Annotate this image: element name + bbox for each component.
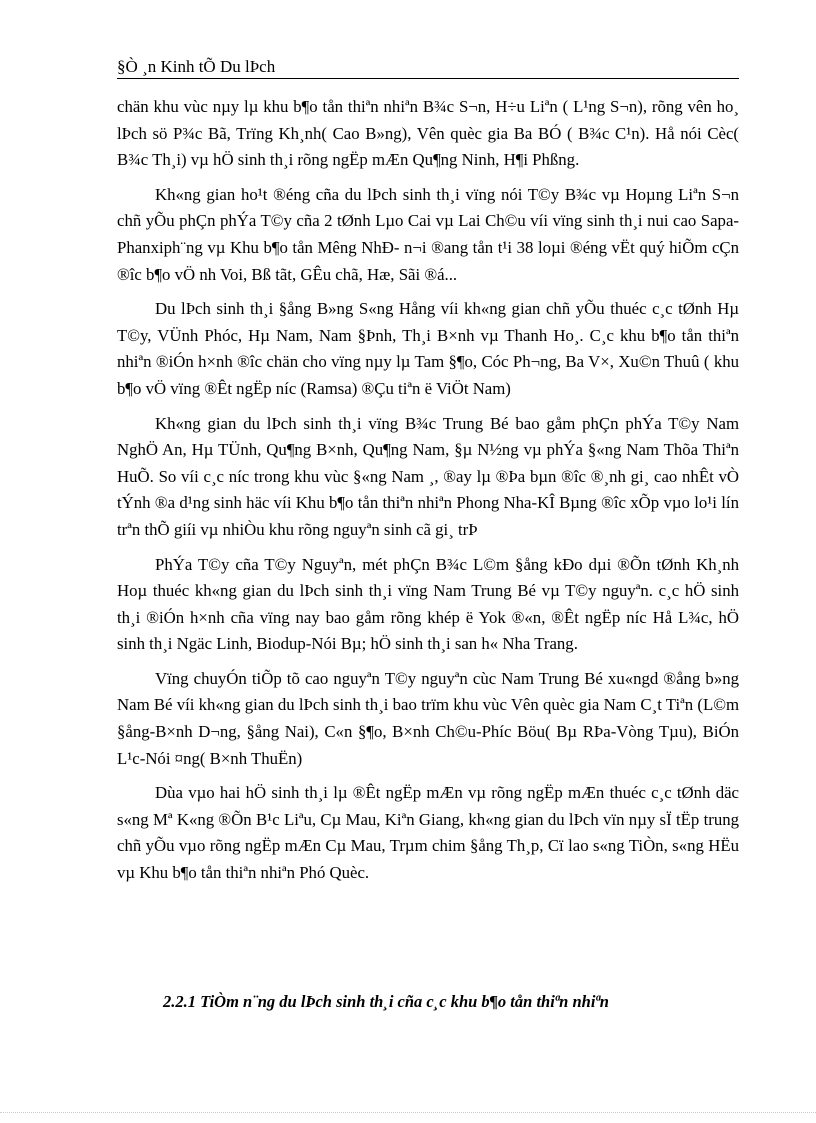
header-rule bbox=[117, 78, 739, 79]
paragraph-3: Du lÞch sinh th¸i §ång B»ng S«ng Hång víi kh«ng gian chñ yÕu thuéc c¸c tØnh Hµ T©y, VÜnh Phóc, Hµ Nam, Nam §Þnh, Th¸i B×nh vµ Thanh Ho¸. C¸c khu b¶o tån thiªn nhiªn ®iÓn h×nh ®îc chän cho vïng nµy lµ Tam §¶o, Cóc Ph¬ng, Ba V×, Xu©n Thuû ( khu b¶o vÖ vïng ®Êt ngËp níc (Ramsa) ®Çu tiªn ë ViÖt Nam) bbox=[117, 299, 739, 398]
paragraph-1: chän khu vùc nµy lµ khu b¶o tån thiªn nhiªn B¾c S¬n, H÷u Liªn ( L¹ng S¬n), rõng vên ho¸ lÞch sö P¾c Bã, Trïng Kh¸nh( Cao B»ng), Vên quèc gia Ba BÓ ( B¾c C¹n). Hå nói Cèc( B¾c Th¸i) vµ hÖ sinh th¸i rõng ngËp mÆn Qu¶ng Ninh, H¶i Phßng. bbox=[117, 97, 739, 170]
page-header: §Ò ¸n Kinh tÕ Du lÞch bbox=[117, 57, 276, 76]
paragraph-7: Dùa vµo hai hÖ sinh th¸i lµ ®Êt ngËp mÆn vµ rõng ngËp mÆn thuéc c¸c tØnh däc s«ng Mª K«ng ®Õn B¹c Liªu, Cµ Mau, Kiªn Giang, kh«ng gian du lÞch vïn nµy sÏ tËp trung chñ yÕu vµo rõng ngËp mÆn Cµ Mau, Trµm chim §ång Th¸p, Cï lao s«ng TiÒn, s«ng HËu vµ Khu b¶o tån thiªn nhiªn Phó Quèc. bbox=[117, 783, 739, 883]
body-text bbox=[117, 94, 739, 895]
page-bottom-border bbox=[0, 1112, 816, 1113]
paragraph-5: PhÝa T©y cña T©y Nguyªn, mét phÇn B¾c L©m §ång kÐo dµi ®Õn tØnh Kh¸nh Hoµ thuéc kh«ng gian du lÞch sinh th¸i vïng Nam Trung Bé vµ T©y nguyªn. c¸c hÖ sinh th¸i ®iÓn h×nh cña vïng nay bao gåm rõng khép ë Yok ®«n, ®Êt ngËp níc Hå L¾c, hÖ sinh th¸i Ngäc Linh, Biodup-Nói Bµ; hÖ sinh th¸i san h« Nha Trang. bbox=[117, 554, 739, 654]
paragraph-6: Vïng chuyÓn tiÕp tõ cao nguyªn T©y nguyªn cùc Nam Trung Bé xu«ngd ®ång b»ng Nam Bé víi kh«ng gian du lÞch sinh th¸i bao trïm khu vùc Vên quèc gia Nam C¸t Tiªn (L©m §ång-B×nh D¬ng, §ång Nai), C«n §¶o, B×nh Ch©u-Phíc Böu( Bµ RÞa-Vòng Tµu), BiÓn L¹c-Nói ¤ng( B×nh ThuËn) bbox=[117, 668, 739, 768]
section-heading: 2.2.1 TiÒm n¨ng du lÞch sinh th¸i cña c¸c khu b¶o tån thiªn nhiªn bbox=[163, 992, 609, 1011]
paragraph-2: Kh«ng gian ho¹t ®éng cña du lÞch sinh th¸i vïng nói T©y B¾c vµ Hoµng Liªn S¬n chñ yÕu phÇn phÝa T©y cña 2 tØnh Lµo Cai vµ Lai Ch©u víi vïng sinh th¸i nui cao Sapa-Phanxiph¨ng vµ Khu b¶o tån Mêng NhÐ- n¬i ®ang tån t¹i 38 loµi ®éng vËt quý hiÕm cÇn ®îc b¶o vÖ nh Voi, Bß tãt, GÊu chã, Hæ, Sãi ®á... bbox=[117, 184, 739, 284]
paragraph-4: Kh«ng gian du lÞch sinh th¸i vïng B¾c Trung Bé bao gåm phÇn phÝa T©y Nam NghÖ An, Hµ TÜnh, Qu¶ng B×nh, Qu¶ng Nam, §µ N½ng vµ phÝa §«ng Nam Thõa Thiªn HuÕ. So víi c¸c níc trong khu vùc §«ng Nam ¸, ®ay lµ ®Þa bµn ®îc ®¸nh gi¸ cao nhÊt vÒ tÝnh ®a d¹ng sinh häc víi Khu b¶o tån thiªn nhiªn Phong Nha-KÎ Bµng ®îc xÕp vµo lo¹i lín trªn thÕ giíi vµ nhiÒu khu rõng nguyªn sinh cã gi¸ trÞ bbox=[117, 413, 739, 539]
